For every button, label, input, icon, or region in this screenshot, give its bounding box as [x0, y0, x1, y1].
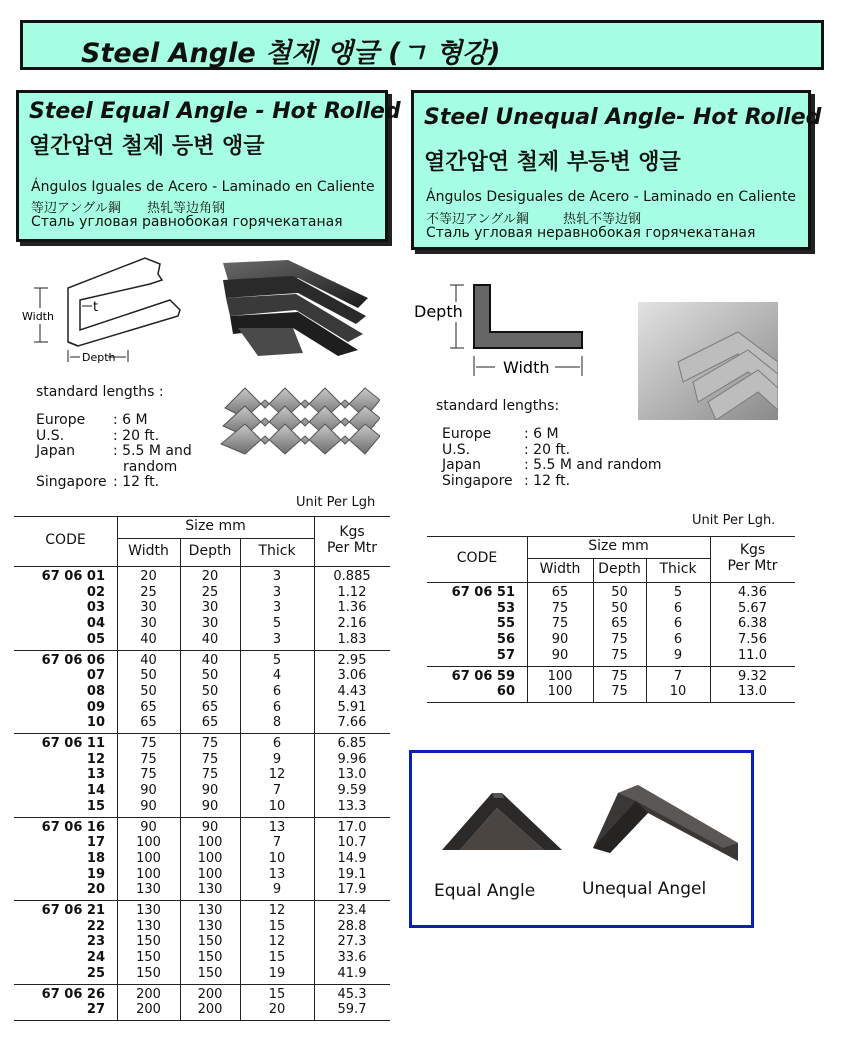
row-width: 50 — [140, 668, 157, 684]
row-code: 07 — [86, 668, 105, 684]
row-width: 150 — [136, 934, 161, 950]
row-kgs: 4.43 — [337, 683, 367, 699]
row-code: 12 — [86, 751, 105, 767]
row-width: 40 — [140, 652, 157, 668]
equal-unit-label: Unit Per Lgh — [296, 495, 376, 510]
row-kgs: 13.3 — [337, 798, 367, 814]
length-value: : 12 ft. — [113, 474, 160, 490]
row-thick: 15 — [268, 950, 286, 966]
row-code: 17 — [86, 835, 105, 851]
row-thick: 6 — [272, 736, 282, 751]
row-width: 90 — [140, 783, 157, 799]
row-depth: 50 — [201, 683, 219, 699]
row-code: 67 06 01 — [41, 569, 105, 584]
table-rule — [14, 1020, 390, 1021]
row-depth: 65 — [611, 616, 628, 632]
length-region: Singapore — [36, 474, 107, 490]
row-width: 90 — [551, 632, 569, 648]
row-kgs: 45.3 — [337, 986, 367, 1002]
row-thick: 12 — [268, 934, 286, 950]
row-width: 150 — [136, 965, 161, 981]
length-value: : 20 ft. — [524, 441, 571, 458]
row-code: 20 — [86, 882, 105, 898]
row-width: 20 — [140, 569, 157, 584]
row-thick: 9 — [272, 751, 282, 767]
row-code: 22 — [86, 918, 105, 934]
unequal-title-zh: 热轧不等边钢 — [562, 212, 641, 227]
row-code: 60 — [496, 684, 515, 700]
table-rule — [527, 536, 528, 702]
row-depth: 20 — [201, 569, 219, 584]
equal-diagram-width-label: Width — [22, 310, 54, 323]
row-thick: 3 — [272, 631, 282, 647]
unequal-angle-title-box — [411, 90, 822, 250]
row-width: 150 — [136, 950, 161, 966]
row-kgs: 2.95 — [337, 652, 367, 668]
table-rule — [427, 702, 795, 703]
row-depth: 100 — [197, 850, 223, 866]
row-code: 19 — [86, 866, 105, 882]
table-rule — [180, 538, 181, 1020]
row-kgs: 19.1 — [337, 866, 367, 882]
row-depth: 200 — [197, 1002, 223, 1018]
table-rule — [240, 538, 241, 1020]
row-code: 23 — [86, 934, 105, 950]
row-depth: 90 — [201, 783, 219, 799]
row-kgs: 23.4 — [337, 903, 367, 918]
row-thick: 13 — [268, 819, 286, 835]
unequal-lengths-list — [442, 426, 702, 492]
row-kgs: 17.9 — [337, 882, 367, 898]
header-thick: Thick — [659, 561, 697, 577]
row-thick: 13 — [268, 866, 286, 882]
table-rule — [14, 900, 390, 901]
row-width: 90 — [140, 798, 157, 814]
row-thick: 3 — [272, 569, 282, 584]
row-width: 100 — [136, 866, 161, 882]
row-depth: 75 — [611, 684, 628, 700]
equal-title-en: Steel Equal Angle - Hot Rolled — [29, 99, 401, 124]
row-thick: 6 — [673, 600, 683, 616]
equal-title-es: Ángulos Iguales de Acero - Laminado en Caliente — [31, 179, 375, 195]
row-kgs: 6.38 — [738, 616, 767, 632]
equal-diagram-depth-label: Depth — [82, 351, 116, 364]
row-code: 15 — [86, 798, 105, 814]
header-code: CODE — [456, 550, 498, 566]
row-width: 65 — [140, 699, 157, 715]
table-rule — [14, 566, 390, 567]
unequal-diagram-depth-label: Depth — [414, 302, 463, 321]
unequal-angle-photo — [588, 773, 743, 863]
row-kgs: 0.885 — [333, 569, 371, 584]
length-value: random — [123, 458, 178, 475]
row-thick: 10 — [669, 684, 687, 700]
row-kgs: 41.9 — [337, 965, 367, 981]
row-code: 67 06 11 — [41, 736, 105, 751]
row-code: 55 — [496, 616, 515, 632]
comparison-panel — [409, 750, 754, 928]
equal-angle-title-box — [16, 90, 401, 242]
row-kgs: 9.59 — [337, 783, 367, 799]
row-code: 67 06 21 — [41, 903, 105, 918]
row-kgs: 3.06 — [337, 668, 367, 684]
header-size: Size mm — [588, 538, 649, 554]
header-size: Size mm — [185, 518, 246, 534]
row-code: 67 06 06 — [41, 652, 105, 668]
unequal-title-ja: 不等辺アングル鋼 — [426, 212, 529, 227]
row-kgs: 6.85 — [337, 736, 367, 751]
length-region: U.S. — [442, 441, 471, 458]
row-width: 130 — [136, 918, 161, 934]
unequal-title-en: Steel Unequal Angle- Hot Rolled — [424, 105, 822, 130]
row-kgs: 33.6 — [337, 950, 367, 966]
table-rule — [593, 558, 594, 702]
unequal-angle-diagram — [410, 280, 590, 380]
page-title: Steel Angle 철제 앵글 (ㄱ 형강) — [81, 38, 501, 69]
row-thick: 7 — [272, 783, 282, 799]
row-thick: 5 — [272, 652, 282, 668]
row-depth: 100 — [197, 835, 223, 851]
row-kgs: 5.91 — [337, 699, 367, 715]
row-width: 130 — [136, 882, 161, 898]
unequal-title-es: Ángulos Desiguales de Acero - Laminado en Caliente — [426, 189, 797, 205]
equal-angle-table — [14, 516, 390, 1022]
row-code: 05 — [86, 631, 105, 647]
row-code: 56 — [496, 632, 515, 648]
row-code: 08 — [86, 683, 105, 699]
header-code: CODE — [45, 532, 86, 548]
row-width: 200 — [136, 986, 161, 1002]
length-value: : 5.5 M and — [113, 443, 192, 459]
row-depth: 130 — [197, 918, 223, 934]
equal-lengths-heading: standard lengths : — [36, 384, 164, 400]
row-kgs: 13.0 — [337, 767, 367, 783]
table-rule — [117, 516, 118, 1020]
row-code: 25 — [86, 965, 105, 981]
row-code: 13 — [86, 767, 105, 783]
row-code: 53 — [496, 600, 515, 616]
row-width: 75 — [140, 751, 157, 767]
equal-title-ja: 等辺アングル鋼 — [31, 201, 121, 216]
table-rule — [117, 538, 314, 539]
row-thick: 5 — [673, 585, 683, 600]
row-depth: 150 — [197, 965, 223, 981]
row-kgs: 59.7 — [337, 1002, 367, 1018]
row-depth: 100 — [197, 866, 223, 882]
row-thick: 9 — [272, 882, 282, 898]
row-thick: 6 — [272, 683, 282, 699]
row-thick: 20 — [268, 1002, 286, 1018]
header-depth: Depth — [188, 543, 232, 559]
row-depth: 75 — [201, 751, 219, 767]
row-code: 57 — [496, 647, 515, 663]
row-code: 67 06 16 — [41, 819, 105, 835]
row-width: 65 — [551, 585, 569, 600]
unequal-diagram-width-label: Width — [503, 358, 550, 377]
length-value: : 20 ft. — [113, 427, 160, 444]
header-kgs: Kgs — [739, 542, 766, 558]
length-region: Europe — [442, 426, 492, 442]
row-width: 75 — [551, 600, 569, 616]
equal-title-ru: Сталь угловая равнобокая горячекатаная — [31, 214, 343, 230]
row-kgs: 28.8 — [337, 918, 367, 934]
length-value: : 6 M — [113, 412, 148, 428]
row-thick: 7 — [673, 668, 683, 684]
row-depth: 30 — [201, 616, 219, 632]
header-per-mtr: Per Mtr — [727, 558, 778, 574]
row-depth: 130 — [197, 882, 223, 898]
equal-lengths-list — [36, 412, 216, 492]
length-region: U.S. — [36, 427, 65, 444]
row-width: 100 — [547, 668, 573, 684]
table-rule — [14, 516, 390, 517]
row-width: 65 — [140, 715, 157, 731]
row-width: 75 — [140, 767, 157, 783]
row-kgs: 1.12 — [337, 584, 367, 600]
row-width: 75 — [551, 616, 569, 632]
row-depth: 40 — [201, 631, 219, 647]
row-thick: 8 — [272, 715, 282, 731]
length-value: : 12 ft. — [524, 472, 571, 489]
row-kgs: 27.3 — [337, 934, 367, 950]
table-rule — [427, 582, 795, 583]
row-depth: 75 — [611, 632, 628, 648]
row-kgs: 5.67 — [738, 600, 767, 616]
table-rule — [427, 666, 795, 667]
row-thick: 6 — [673, 632, 683, 648]
table-rule — [710, 536, 711, 702]
equal-title-zh: 热轧等边角钢 — [146, 201, 225, 216]
row-width: 200 — [136, 1002, 161, 1018]
row-depth: 150 — [197, 934, 223, 950]
row-depth: 150 — [197, 950, 223, 966]
table-rule — [14, 650, 390, 651]
row-code: 04 — [86, 616, 105, 632]
row-width: 50 — [140, 683, 157, 699]
row-kgs: 1.83 — [337, 631, 367, 647]
row-thick: 12 — [268, 903, 286, 918]
row-kgs: 2.16 — [337, 616, 367, 632]
row-thick: 19 — [268, 965, 286, 981]
length-region: Japan — [442, 457, 482, 473]
length-region: Europe — [36, 412, 86, 428]
row-thick: 3 — [272, 584, 282, 600]
row-thick: 10 — [268, 798, 286, 814]
equal-angle-photo — [432, 788, 567, 858]
table-rule — [527, 558, 710, 559]
row-width: 90 — [140, 819, 157, 835]
equal-angle-caption: Equal Angle — [434, 881, 536, 901]
table-rule — [314, 516, 315, 1020]
row-thick: 10 — [268, 850, 286, 866]
row-code: 18 — [86, 850, 105, 866]
row-depth: 90 — [201, 819, 219, 835]
row-depth: 130 — [197, 903, 223, 918]
length-value: : 6 M — [524, 426, 559, 442]
row-depth: 40 — [201, 652, 219, 668]
row-width: 130 — [136, 903, 161, 918]
row-width: 40 — [140, 631, 157, 647]
row-thick: 15 — [268, 918, 286, 934]
row-kgs: 4.36 — [738, 585, 767, 600]
row-depth: 75 — [201, 736, 219, 751]
table-rule — [646, 558, 647, 702]
length-value: : 5.5 M and random — [524, 457, 662, 473]
length-region: Singapore — [442, 472, 513, 489]
row-width: 100 — [136, 835, 161, 851]
row-depth: 30 — [201, 600, 219, 616]
row-kgs: 1.36 — [337, 600, 367, 616]
row-kgs: 7.66 — [337, 715, 367, 731]
unequal-angles-photo — [638, 302, 778, 420]
row-depth: 65 — [201, 699, 219, 715]
row-kgs: 17.0 — [337, 819, 367, 835]
row-kgs: 10.7 — [337, 835, 367, 851]
unequal-title-ko: 열간압연 철제 부등변 앵글 — [424, 150, 681, 175]
row-thick: 15 — [268, 986, 286, 1002]
header-per-mtr: Per Mtr — [326, 540, 378, 556]
row-kgs: 11.0 — [738, 647, 767, 663]
row-code: 03 — [86, 600, 105, 616]
row-width: 100 — [136, 850, 161, 866]
table-rule — [427, 536, 795, 537]
row-code: 67 06 59 — [451, 668, 515, 684]
row-depth: 200 — [197, 986, 223, 1002]
row-code: 67 06 26 — [41, 986, 105, 1002]
row-kgs: 7.56 — [738, 632, 767, 648]
equal-diagram-t-label: t — [93, 300, 99, 315]
row-depth: 25 — [201, 584, 219, 600]
row-width: 90 — [551, 647, 569, 663]
row-kgs: 14.9 — [337, 850, 367, 866]
row-kgs: 9.32 — [738, 668, 767, 684]
row-thick: 5 — [272, 616, 282, 632]
table-rule — [14, 984, 390, 985]
row-depth: 50 — [201, 668, 219, 684]
galvanized-angles-photo — [215, 378, 380, 470]
row-width: 100 — [547, 684, 573, 700]
row-code: 09 — [86, 699, 105, 715]
row-code: 24 — [86, 950, 105, 966]
row-width: 25 — [140, 584, 157, 600]
row-code: 10 — [86, 715, 105, 731]
row-thick: 3 — [272, 600, 282, 616]
row-thick: 4 — [272, 668, 282, 684]
row-kgs: 13.0 — [738, 684, 767, 700]
row-thick: 7 — [272, 835, 282, 851]
header-thick: Thick — [258, 543, 296, 559]
row-width: 30 — [140, 616, 157, 632]
unequal-angle-table — [427, 536, 795, 714]
row-thick: 6 — [272, 699, 282, 715]
row-thick: 9 — [673, 647, 683, 663]
unequal-title-ru: Сталь угловая неравнобокая горячекатаная — [426, 225, 756, 241]
length-region: Japan — [36, 443, 76, 459]
row-depth: 75 — [201, 767, 219, 783]
row-depth: 90 — [201, 798, 219, 814]
row-thick: 12 — [268, 767, 286, 783]
row-depth: 75 — [611, 647, 628, 663]
row-code: 02 — [86, 584, 105, 600]
table-rule — [14, 817, 390, 818]
steel-angle-bundle-photo — [218, 258, 368, 358]
row-width: 30 — [140, 600, 157, 616]
row-code: 14 — [86, 783, 105, 799]
unequal-lengths-heading: standard lengths: — [436, 398, 560, 414]
header-width: Width — [539, 561, 581, 577]
row-depth: 50 — [611, 585, 628, 600]
header-kgs: Kgs — [339, 524, 365, 540]
row-thick: 6 — [673, 616, 683, 632]
header-depth: Depth — [598, 561, 641, 577]
row-depth: 75 — [611, 668, 628, 684]
unequal-angle-caption: Unequal Angel — [582, 879, 707, 899]
row-width: 75 — [140, 736, 157, 751]
row-code: 27 — [86, 1002, 105, 1018]
equal-angle-diagram — [20, 250, 195, 370]
row-depth: 50 — [611, 600, 628, 616]
equal-title-ko: 열간압연 철제 등변 앵글 — [29, 134, 265, 159]
header-width: Width — [128, 543, 169, 559]
title-banner — [20, 20, 824, 70]
row-depth: 65 — [201, 715, 219, 731]
row-kgs: 9.96 — [337, 751, 367, 767]
table-rule — [14, 733, 390, 734]
unequal-unit-label: Unit Per Lgh. — [692, 513, 776, 528]
row-code: 67 06 51 — [451, 585, 515, 600]
